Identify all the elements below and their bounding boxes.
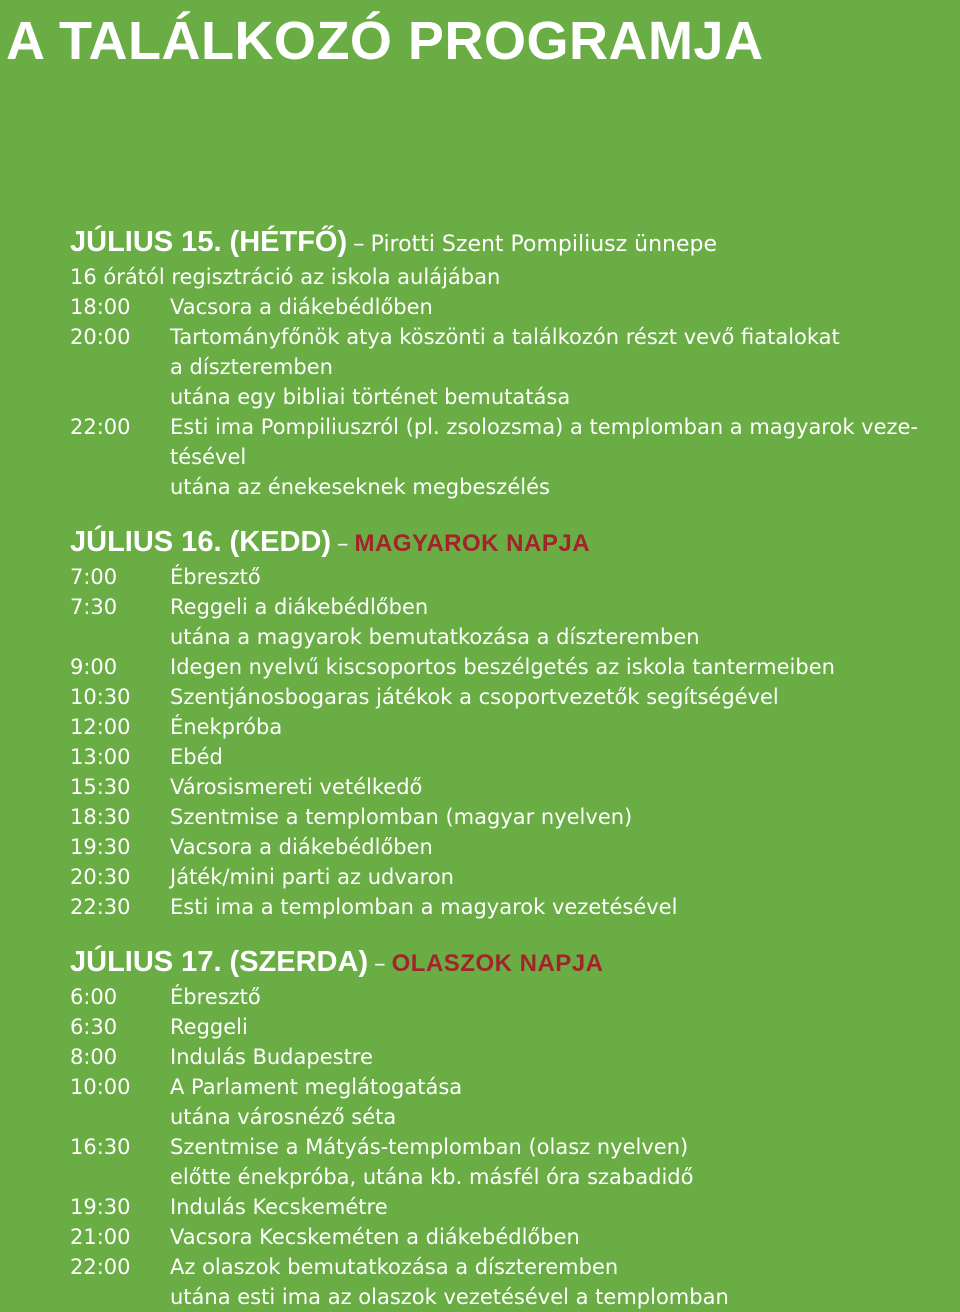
day-date: JÚLIUS 16. (KEDD) — [70, 526, 332, 558]
day-separator: – — [337, 531, 349, 557]
entry-time: 16:30 — [70, 1135, 131, 1159]
entry-line: Ebéd — [170, 745, 223, 769]
entry-line: Szentmise a templomban (magyar nyelven) — [170, 805, 633, 829]
day-subtitle: Pirotti Szent Pompiliusz ünnepe — [370, 232, 718, 257]
entry-description — [170, 322, 955, 412]
entry-description — [170, 1252, 955, 1312]
schedule-entry — [70, 1222, 955, 1252]
schedule-entry — [70, 652, 955, 682]
entry-description — [170, 562, 955, 592]
day-section-july-16 — [70, 522, 955, 922]
entry-time: 19:30 — [70, 835, 131, 859]
entry-line: Ébresztő — [170, 565, 261, 589]
entry-time: 20:00 — [70, 325, 131, 349]
schedule-entry — [70, 1252, 955, 1312]
entry-description — [170, 1192, 955, 1222]
entry-time: 7:00 — [70, 565, 118, 589]
entry-time: 18:00 — [70, 295, 131, 319]
entry-description — [70, 262, 955, 292]
entry-line: Vacsora a diákebédlőben — [170, 295, 433, 319]
schedule-entry — [70, 1042, 955, 1072]
entry-description — [170, 1222, 955, 1252]
entry-time: 20:30 — [70, 865, 131, 889]
entry-description — [170, 1072, 955, 1132]
entry-time: 6:30 — [70, 1015, 118, 1039]
entry-description — [170, 1012, 955, 1042]
entry-description — [170, 682, 955, 712]
schedule-entry — [70, 982, 955, 1012]
schedule-entry — [70, 1072, 955, 1132]
entry-line: utána egy bibliai történet bemutatása — [170, 385, 571, 409]
entry-line: tésével — [170, 445, 247, 469]
schedule-entry — [70, 742, 955, 772]
entry-description — [170, 982, 955, 1012]
entry-description — [170, 592, 955, 652]
schedule-entry — [70, 292, 955, 322]
schedule-entry — [70, 1012, 955, 1042]
day-subtitle: OLASZOK NAPJA — [391, 950, 604, 977]
entry-line: utána esti ima az olaszok vezetésével a templomban — [170, 1285, 729, 1309]
entry-line: Indulás Kecskemétre — [170, 1195, 388, 1219]
schedule-entry — [70, 322, 955, 412]
day-section-july-15 — [70, 222, 955, 502]
day-heading — [70, 522, 955, 562]
entry-line: utána a magyarok bemutatkozása a díszteremben — [170, 625, 700, 649]
schedule-entry — [70, 262, 955, 292]
day-section-july-17 — [70, 942, 955, 1312]
entry-time: 13:00 — [70, 745, 131, 769]
entry-time: 12:00 — [70, 715, 131, 739]
entry-line: Tartományfőnök atya köszönti a találkozón részt vevő fiatalokat — [170, 325, 840, 349]
entry-line: Szentjánosbogaras játékok a csoportvezetők segítségével — [170, 685, 779, 709]
entry-time: 8:00 — [70, 1045, 118, 1069]
entry-time: 10:00 — [70, 1075, 131, 1099]
day-date: JÚLIUS 15. (HÉTFŐ) — [70, 226, 348, 258]
entry-description — [170, 1132, 955, 1192]
entry-time: 10:30 — [70, 685, 131, 709]
entry-description — [170, 742, 955, 772]
schedule-entry — [70, 772, 955, 802]
entry-line: Indulás Budapestre — [170, 1045, 373, 1069]
entry-line: a díszteremben — [170, 355, 333, 379]
entry-time: 22:30 — [70, 895, 131, 919]
entry-line: előtte énekpróba, utána kb. másfél óra szabadidő — [170, 1165, 694, 1189]
entry-description — [170, 1042, 955, 1072]
entry-line: Ébresztő — [170, 985, 261, 1009]
schedule-entry — [70, 412, 955, 502]
entry-line: Reggeli — [170, 1015, 248, 1039]
entry-line: Városismereti vetélkedő — [170, 775, 423, 799]
entry-line: Reggeli a diákebédlőben — [170, 595, 429, 619]
schedule-entry — [70, 592, 955, 652]
entry-line: Az olaszok bemutatkozása a díszteremben — [170, 1255, 619, 1279]
entry-description — [170, 772, 955, 802]
entry-line: 16 órától regisztráció az iskola aulájában — [70, 265, 501, 289]
entry-time: 21:00 — [70, 1225, 131, 1249]
schedule-entry — [70, 862, 955, 892]
entry-time: 15:30 — [70, 775, 131, 799]
entry-time: 18:30 — [70, 805, 131, 829]
schedule-entry — [70, 832, 955, 862]
entry-description — [170, 862, 955, 892]
page-title: A TALÁLKOZÓ PROGRAMJA — [6, 11, 764, 71]
entry-description — [170, 802, 955, 832]
day-heading — [70, 222, 955, 262]
entry-line: Esti ima Pompiliuszról (pl. zsolozsma) a templomban a magyarok veze- — [170, 415, 919, 439]
entry-line: Esti ima a templomban a magyarok vezetésével — [170, 895, 678, 919]
schedule-entry — [70, 712, 955, 742]
entry-line: utána városnéző séta — [170, 1105, 397, 1129]
entry-line: utána az énekeseknek megbeszélés — [170, 475, 550, 499]
entry-description — [170, 292, 955, 322]
entry-line: Énekpróba — [170, 715, 283, 739]
entry-time: 7:30 — [70, 595, 118, 619]
entry-time: 19:30 — [70, 1195, 131, 1219]
entry-line: Idegen nyelvű kiscsoportos beszélgetés az iskola tantermeiben — [170, 655, 835, 679]
entry-description — [170, 652, 955, 682]
schedule-entry — [70, 802, 955, 832]
schedule-entry — [70, 1132, 955, 1192]
entry-line: Szentmise a Mátyás-templomban (olasz nyelven) — [170, 1135, 689, 1159]
day-heading — [70, 942, 955, 982]
entry-time: 6:00 — [70, 985, 118, 1009]
entry-line: A Parlament meglátogatása — [170, 1075, 463, 1099]
schedule-entry — [70, 892, 955, 922]
schedule-entry — [70, 1192, 955, 1222]
entry-description — [170, 832, 955, 862]
day-date: JÚLIUS 17. (SZERDA) — [70, 946, 369, 978]
day-subtitle: MAGYAROK NAPJA — [354, 530, 591, 557]
entry-description — [170, 412, 955, 502]
day-separator: – — [353, 231, 365, 257]
day-separator: – — [374, 951, 386, 977]
entry-line: Vacsora Kecskeméten a diákebédlőben — [170, 1225, 580, 1249]
entry-line: Vacsora a diákebédlőben — [170, 835, 433, 859]
entry-description — [170, 892, 955, 922]
schedule-entry — [70, 562, 955, 592]
entry-description — [170, 712, 955, 742]
schedule-entry — [70, 682, 955, 712]
entry-line: Játék/mini parti az udvaron — [170, 865, 454, 889]
entry-time: 9:00 — [70, 655, 118, 679]
entry-time: 22:00 — [70, 415, 131, 439]
entry-time: 22:00 — [70, 1255, 131, 1279]
